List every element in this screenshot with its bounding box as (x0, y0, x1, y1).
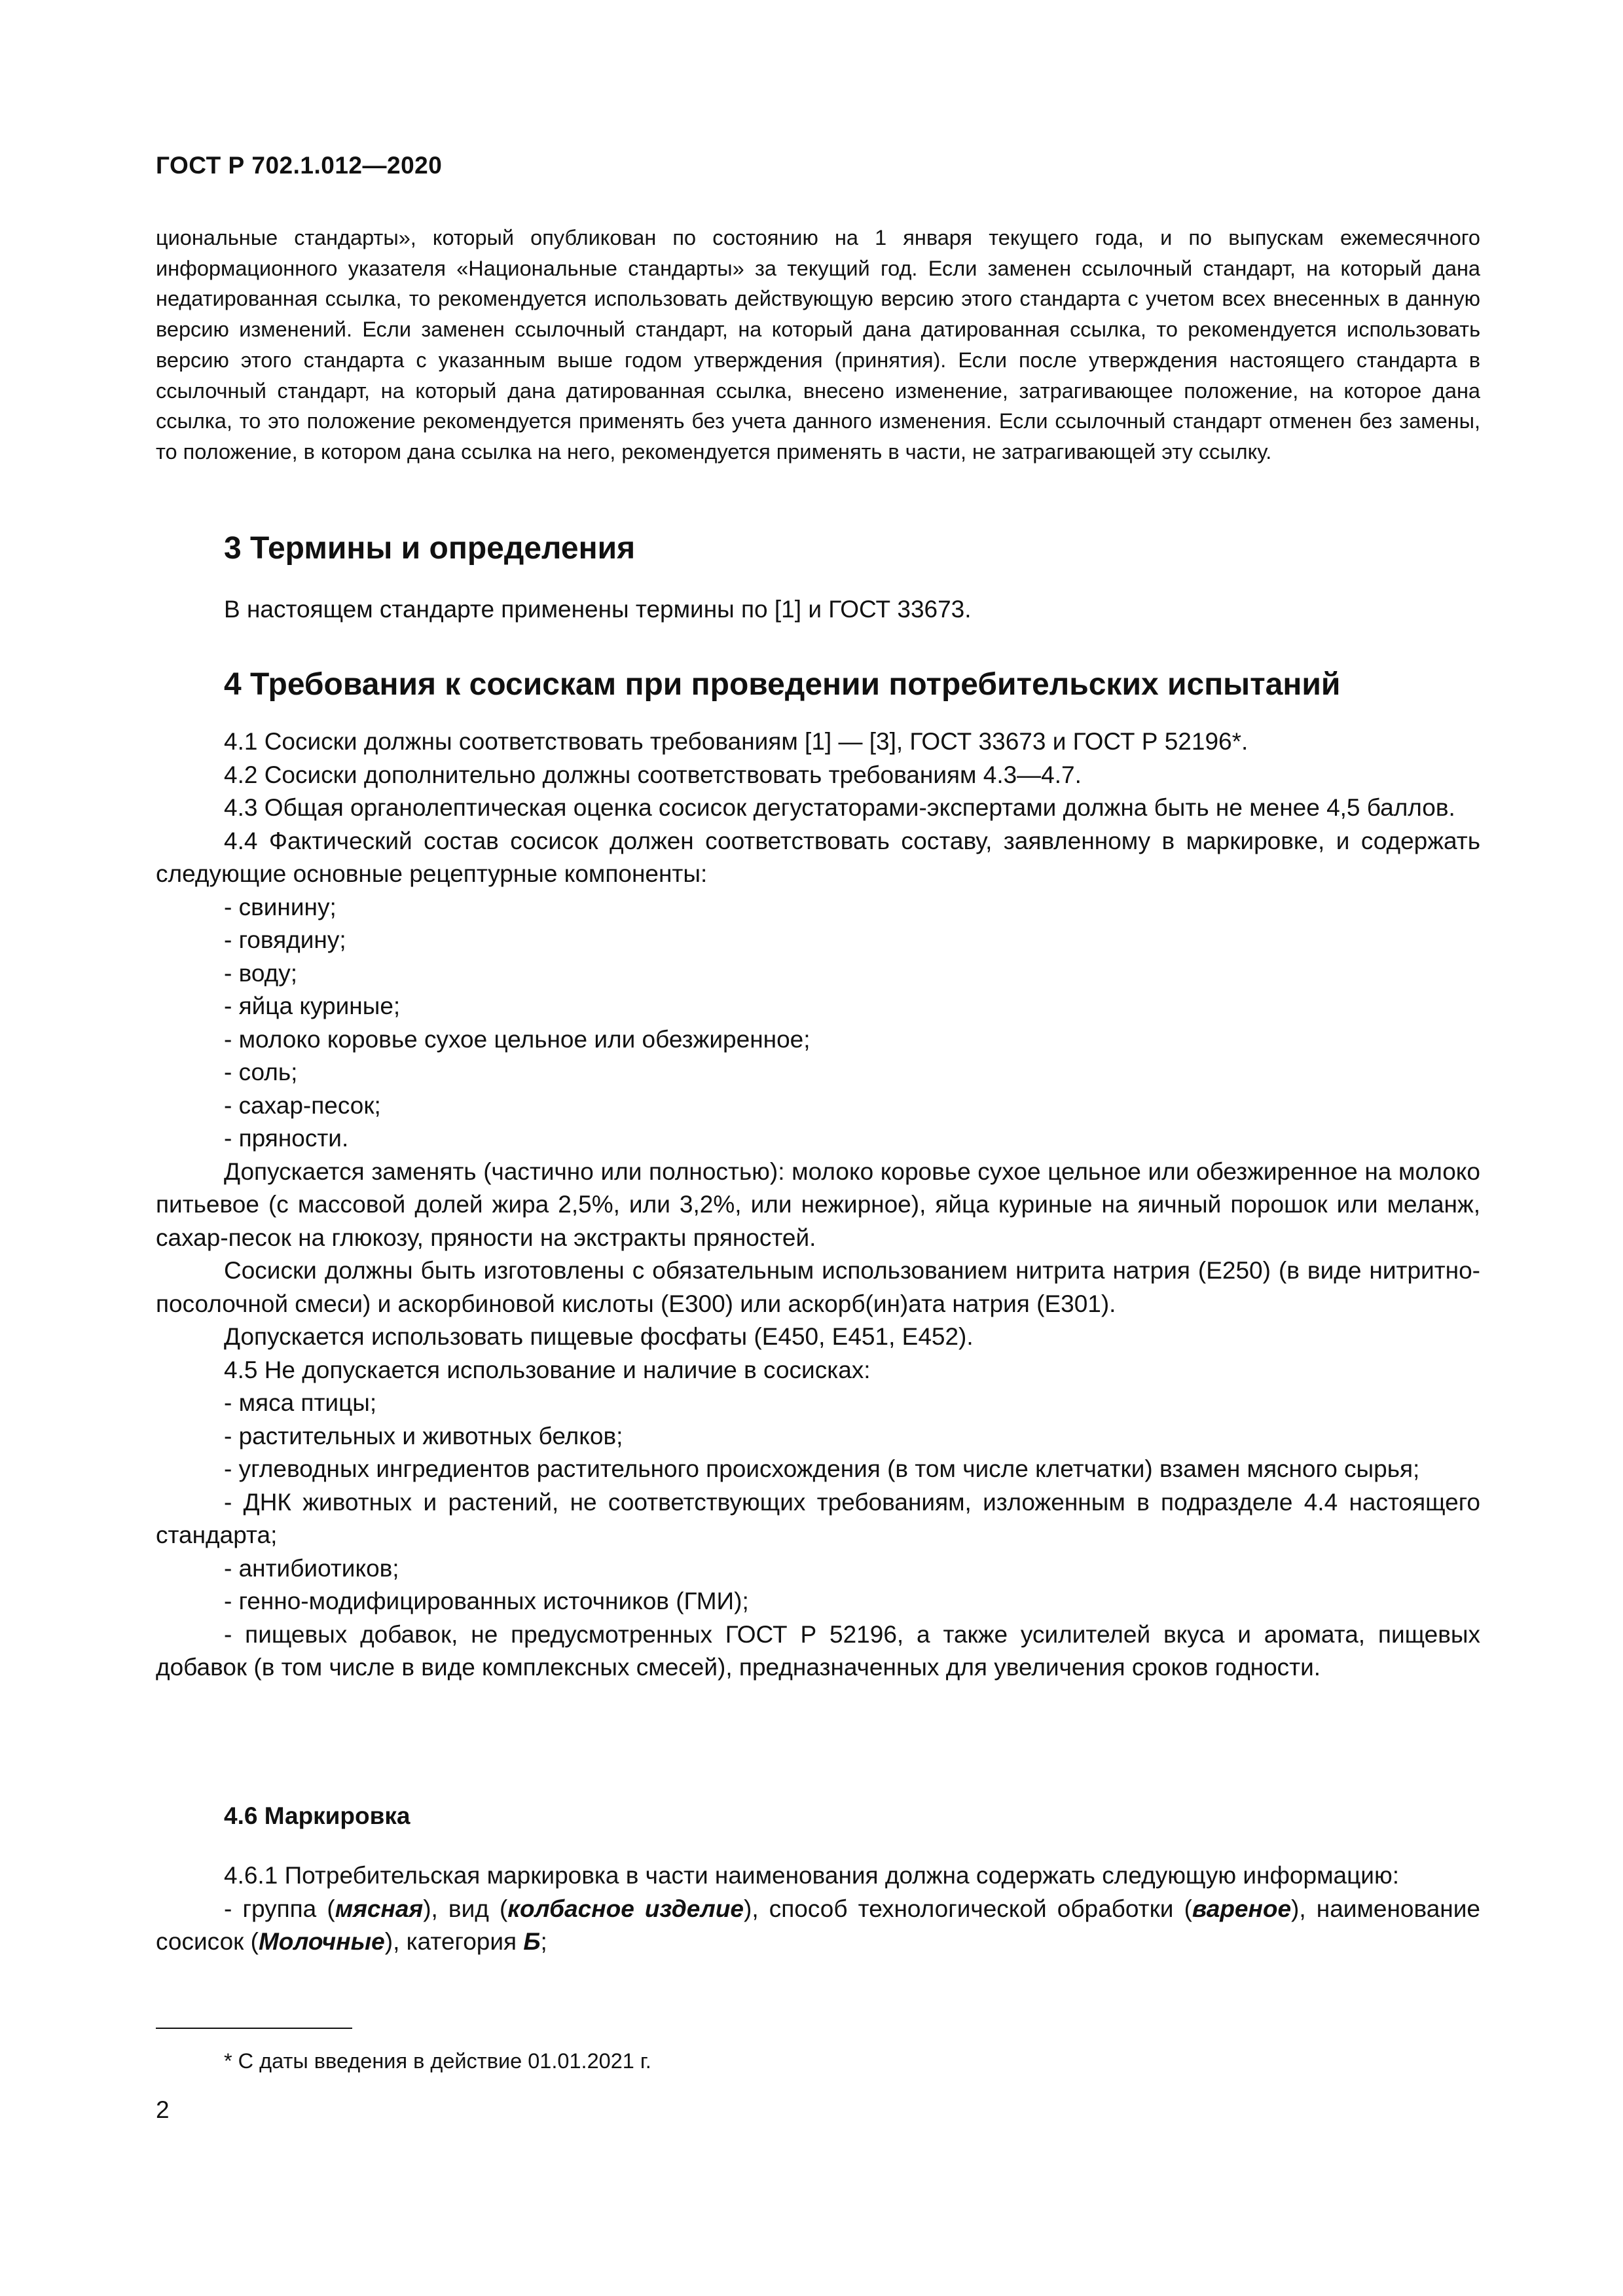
section-3-body: В настоящем стандарте применены термины по [1] и ГОСТ 33673. (224, 596, 972, 623)
intro-text: циональные стандарты», который опубликован по состоянию на 1 января текущего года, и по выпускам ежемесячного информационного указателя «Национальные стандарты» за текущий год. Если заменен ссылочный стандарт, на который дана недатированная ссылка, то рекомендуется использовать действующую версию этого стандарта с учетом всех внесенных в данную версию изменений. Если заменен ссылочный стандарт, на который дана датированная ссылка, то рекомендуется использовать версию этого стандарта с указанным выше годом утверждения (принятия). Если после утверждения настоящего стандарта в ссылочный стандарт, на который дана датированная ссылка, внесено изменение, затрагивающее положение, на которое дана ссылка, то это положение рекомендуется применять без учета данного изменения. Если ссылочный стандарт отменен без замены, то положение, в котором дана ссылка на него, рекомендуется применять в части, не затрагивающей эту ссылку. (156, 226, 1480, 464)
emphasis-category: Б (523, 1928, 541, 1955)
list-item: - свинину; (224, 893, 337, 920)
text-run: - группа ( (224, 1895, 335, 1922)
list-item: - растительных и животных белков; (224, 1422, 623, 1449)
list-item: - сахар-песок; (224, 1091, 381, 1119)
text-run: ; (540, 1928, 547, 1955)
naming-list-item (156, 1893, 1480, 1959)
document-header: ГОСТ Р 702.1.012—2020 (156, 152, 443, 179)
text-run: ), категория (384, 1928, 524, 1955)
list-item: - говядину; (224, 926, 346, 953)
paragraph-4-1: 4.1 Сосиски должны соответствовать требованиям [1] — [3], ГОСТ 33673 и ГОСТ Р 52196*. (224, 728, 1249, 755)
substitution-paragraph: Допускается заменять (частично или полностью): молоко коровье сухое цельное или обезжиренное на молоко питьевое (с массовой долей жира 2,5%, или 3,2%, или нежирное), яйца куриные на яичный порошок или меланж, сахар-песок на глюкозу, пряности на экстракты пряностей. (156, 1157, 1480, 1251)
text-run: ), способ технологической обработки ( (744, 1895, 1192, 1922)
emphasis-processing: вареное (1192, 1895, 1292, 1922)
list-item: - ДНК животных и растений, не соответствующих требованиям, изложенным в подразделе 4.4 настоящего стандарта; (156, 1488, 1480, 1548)
section-3-title: 3 Термины и определения (224, 531, 636, 566)
footnote: * С даты введения в действие 01.01.2021 г. (224, 2049, 651, 2073)
list-item: - антибиотиков; (224, 1554, 399, 1582)
nitrite-paragraph: Сосиски должны быть изготовлены с обязательным использованием нитрита натрия (E250) (в виде нитритно-посолочной смеси) и аскорбиновой кислоты (E300) или аскорб(ин)ата натрия (E301). (156, 1257, 1480, 1317)
intro-paragraph (156, 223, 1480, 467)
emphasis-group: мясная (335, 1895, 424, 1922)
paragraph-4-3: 4.3 Общая органолептическая оценка сосисок дегустаторами-экспертами должна быть не менее 4,5 баллов. (224, 794, 1455, 821)
section-4-body (156, 725, 1480, 1685)
paragraph-4-6-1: 4.6.1 Потребительская маркировка в части наименования должна содержать следующую информацию: (224, 1862, 1399, 1889)
subsection-4-6-title: 4.6 Маркировка (224, 1802, 410, 1829)
paragraph-4-4: 4.4 Фактический состав сосисок должен соответствовать составу, заявленному в маркировке, и содержать следующие основные рецептурные компоненты: (156, 827, 1480, 887)
paragraph-4-5: 4.5 Не допускается использование и наличие в сосисках: (224, 1356, 871, 1383)
list-item: - соль; (224, 1059, 298, 1085)
paragraph-4-2: 4.2 Сосиски дополнительно должны соответствовать требованиям 4.3—4.7. (224, 761, 1082, 788)
list-item: - молоко коровье сухое цельное или обезжиренное; (224, 1025, 811, 1053)
list-item: - пищевых добавок, не предусмотренных ГОСТ Р 52196, а также усилителей вкуса и аромата, пищевых добавок (в том числе в виде комплексных смесей), предназначенных для увеличения сроков годности. (156, 1620, 1480, 1681)
section-4-title: 4 Требования к сосискам при проведении потребительских испытаний (224, 667, 1341, 702)
emphasis-kind: колбасное изделие (507, 1895, 744, 1922)
list-item: - пряности. (224, 1125, 349, 1152)
emphasis-name: Молочные (258, 1928, 385, 1955)
page-number: 2 (156, 2096, 170, 2123)
list-item: - воду; (224, 959, 297, 987)
list-item: - яйца куриные; (224, 993, 401, 1019)
list-item: - углеводных ингредиентов растительного происхождения (в том числе клетчатки) взамен мясного сырья; (224, 1455, 1420, 1482)
footnote-divider (156, 2028, 352, 2029)
list-item: - мяса птицы; (224, 1389, 377, 1416)
list-item: - генно-модифицированных источников (ГМИ); (224, 1588, 749, 1614)
text-run: ), наименование сосисок ( (156, 1895, 1480, 1955)
text-run: ), вид ( (423, 1895, 508, 1922)
phosphates-paragraph: Допускается использовать пищевые фосфаты (E450, E451, E452). (224, 1323, 974, 1350)
subsection-4-6-body (156, 1859, 1480, 1959)
